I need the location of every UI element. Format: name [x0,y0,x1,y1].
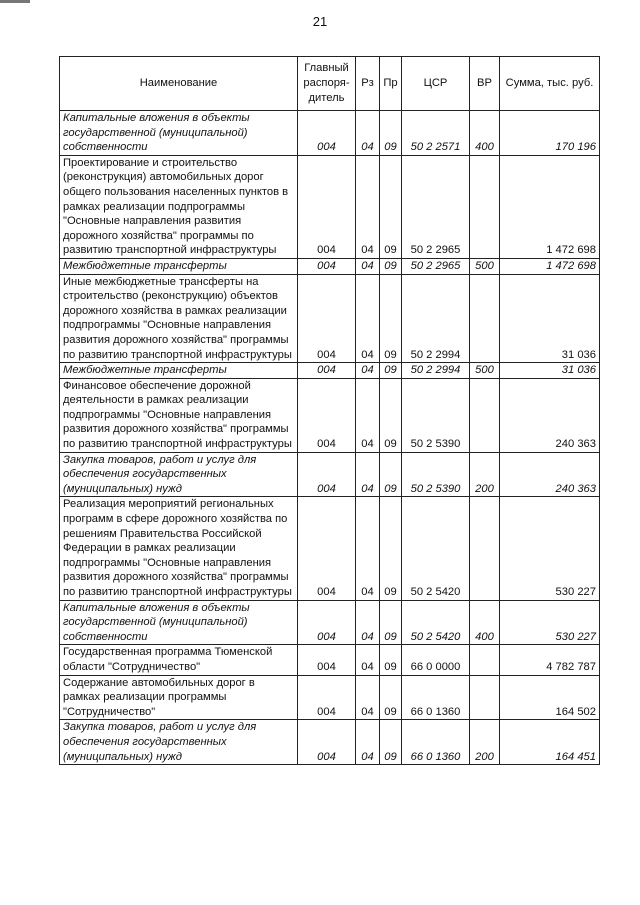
cell-pr: 09 [380,600,402,645]
cell-grs: 004 [298,155,356,258]
header-pr: Пр [380,57,402,111]
cell-csr: 66 0 1360 [402,720,470,765]
table-row [60,378,600,452]
cell-pr: 09 [380,645,402,675]
table-row [60,111,600,156]
cell-name: Капитальные вложения в объекты государственной (муниципальной) собственности [60,111,298,156]
cell-rz: 04 [356,274,380,363]
cell-sum: 164 451 [500,720,600,765]
cell-rz: 04 [356,155,380,258]
cell-vr: 400 [470,111,500,156]
header-vr: ВР [470,57,500,111]
cell-csr: 66 0 1360 [402,675,470,720]
cell-sum: 1 472 698 [500,155,600,258]
cell-rz: 04 [356,378,380,452]
budget-table [59,56,600,765]
cell-vr: 200 [470,452,500,497]
cell-sum: 164 502 [500,675,600,720]
cell-sum: 240 363 [500,452,600,497]
cell-sum: 530 227 [500,600,600,645]
cell-sum: 1 472 698 [500,258,600,274]
cell-rz: 04 [356,111,380,156]
cell-pr: 09 [380,378,402,452]
cell-grs: 004 [298,258,356,274]
header-name: Наименование [60,57,298,111]
cell-pr: 09 [380,497,402,600]
cell-name: Межбюджетные трансферты [60,363,298,379]
scan-corner-mark [0,0,30,3]
cell-grs: 004 [298,675,356,720]
cell-sum: 530 227 [500,497,600,600]
cell-rz: 04 [356,258,380,274]
cell-csr: 50 2 5420 [402,600,470,645]
cell-name: Иные межбюджетные трансферты на строительство (реконструкцию) объектов дорожного хозяйства в рамках реализации подпрограммы "Основные направления развития дорожного хозяйства" программы по развитию транспортной инфраструктуры [60,274,298,363]
cell-csr: 50 2 2965 [402,155,470,258]
cell-pr: 09 [380,111,402,156]
cell-sum: 31 036 [500,363,600,379]
table-row [60,274,600,363]
cell-csr: 50 2 2571 [402,111,470,156]
cell-grs: 004 [298,274,356,363]
cell-rz: 04 [356,600,380,645]
cell-grs: 004 [298,452,356,497]
cell-csr: 50 2 2965 [402,258,470,274]
table-row [60,497,600,600]
cell-vr: 400 [470,600,500,645]
cell-vr [470,497,500,600]
table-row [60,675,600,720]
cell-vr: 200 [470,720,500,765]
table-row [60,452,600,497]
cell-name: Закупка товаров, работ и услуг для обеспечения государственных (муниципальных) нужд [60,452,298,497]
cell-vr [470,675,500,720]
cell-rz: 04 [356,645,380,675]
header-sum: Сумма, тыс. руб. [500,57,600,111]
cell-grs: 004 [298,600,356,645]
table-row [60,720,600,765]
cell-name: Финансовое обеспечение дорожной деятельности в рамках реализации подпрограммы "Основные направления развития дорожного хозяйства" программы по развитию транспортной инфраструктуры [60,378,298,452]
cell-rz: 04 [356,720,380,765]
page-number: 21 [312,14,328,29]
cell-vr: 500 [470,258,500,274]
cell-vr: 500 [470,363,500,379]
cell-vr [470,155,500,258]
header-csr: ЦСР [402,57,470,111]
table-body [60,111,600,765]
table-header [60,57,600,111]
cell-name: Содержание автомобильных дорог в рамках реализации программы "Сотрудничество" [60,675,298,720]
cell-grs: 004 [298,378,356,452]
cell-pr: 09 [380,155,402,258]
cell-name: Государственная программа Тюменской области "Сотрудничество" [60,645,298,675]
cell-name: Межбюджетные трансферты [60,258,298,274]
cell-pr: 09 [380,363,402,379]
cell-csr: 50 2 2994 [402,363,470,379]
cell-grs: 004 [298,497,356,600]
cell-sum: 31 036 [500,274,600,363]
cell-pr: 09 [380,452,402,497]
cell-sum: 240 363 [500,378,600,452]
cell-csr: 50 2 5390 [402,378,470,452]
table-row [60,363,600,379]
cell-grs: 004 [298,720,356,765]
header-row [60,57,600,111]
cell-name: Закупка товаров, работ и услуг для обеспечения государственных (муниципальных) нужд [60,720,298,765]
cell-sum: 170 196 [500,111,600,156]
cell-name: Реализация мероприятий региональных программ в сфере дорожного хозяйства по решениям Правительства Российской Федерации в рамках реализации подпрограммы "Основные направления развития дорожного хозяйства" программы по развитию транспортной инфраструктуры [60,497,298,600]
cell-rz: 04 [356,675,380,720]
cell-grs: 004 [298,111,356,156]
cell-grs: 004 [298,363,356,379]
table-row [60,600,600,645]
cell-csr: 50 2 5420 [402,497,470,600]
cell-csr: 66 0 0000 [402,645,470,675]
cell-pr: 09 [380,720,402,765]
cell-vr [470,645,500,675]
cell-csr: 50 2 2994 [402,274,470,363]
cell-pr: 09 [380,675,402,720]
cell-pr: 09 [380,258,402,274]
table-row [60,155,600,258]
cell-vr [470,274,500,363]
header-grs: Главный распоря-дитель [298,57,356,111]
header-rz: Рз [356,57,380,111]
cell-rz: 04 [356,497,380,600]
cell-sum: 4 782 787 [500,645,600,675]
cell-pr: 09 [380,274,402,363]
cell-vr [470,378,500,452]
cell-name: Проектирование и строительство (реконструкция) автомобильных дорог общего пользования населенных пунктов в рамках реализации подпрограммы "Основные направления развития дорожного хозяйства" программы по развитию транспортной инфраструктуры [60,155,298,258]
table-row [60,258,600,274]
table-row [60,645,600,675]
cell-rz: 04 [356,363,380,379]
cell-grs: 004 [298,645,356,675]
cell-csr: 50 2 5390 [402,452,470,497]
cell-rz: 04 [356,452,380,497]
cell-name: Капитальные вложения в объекты государственной (муниципальной) собственности [60,600,298,645]
